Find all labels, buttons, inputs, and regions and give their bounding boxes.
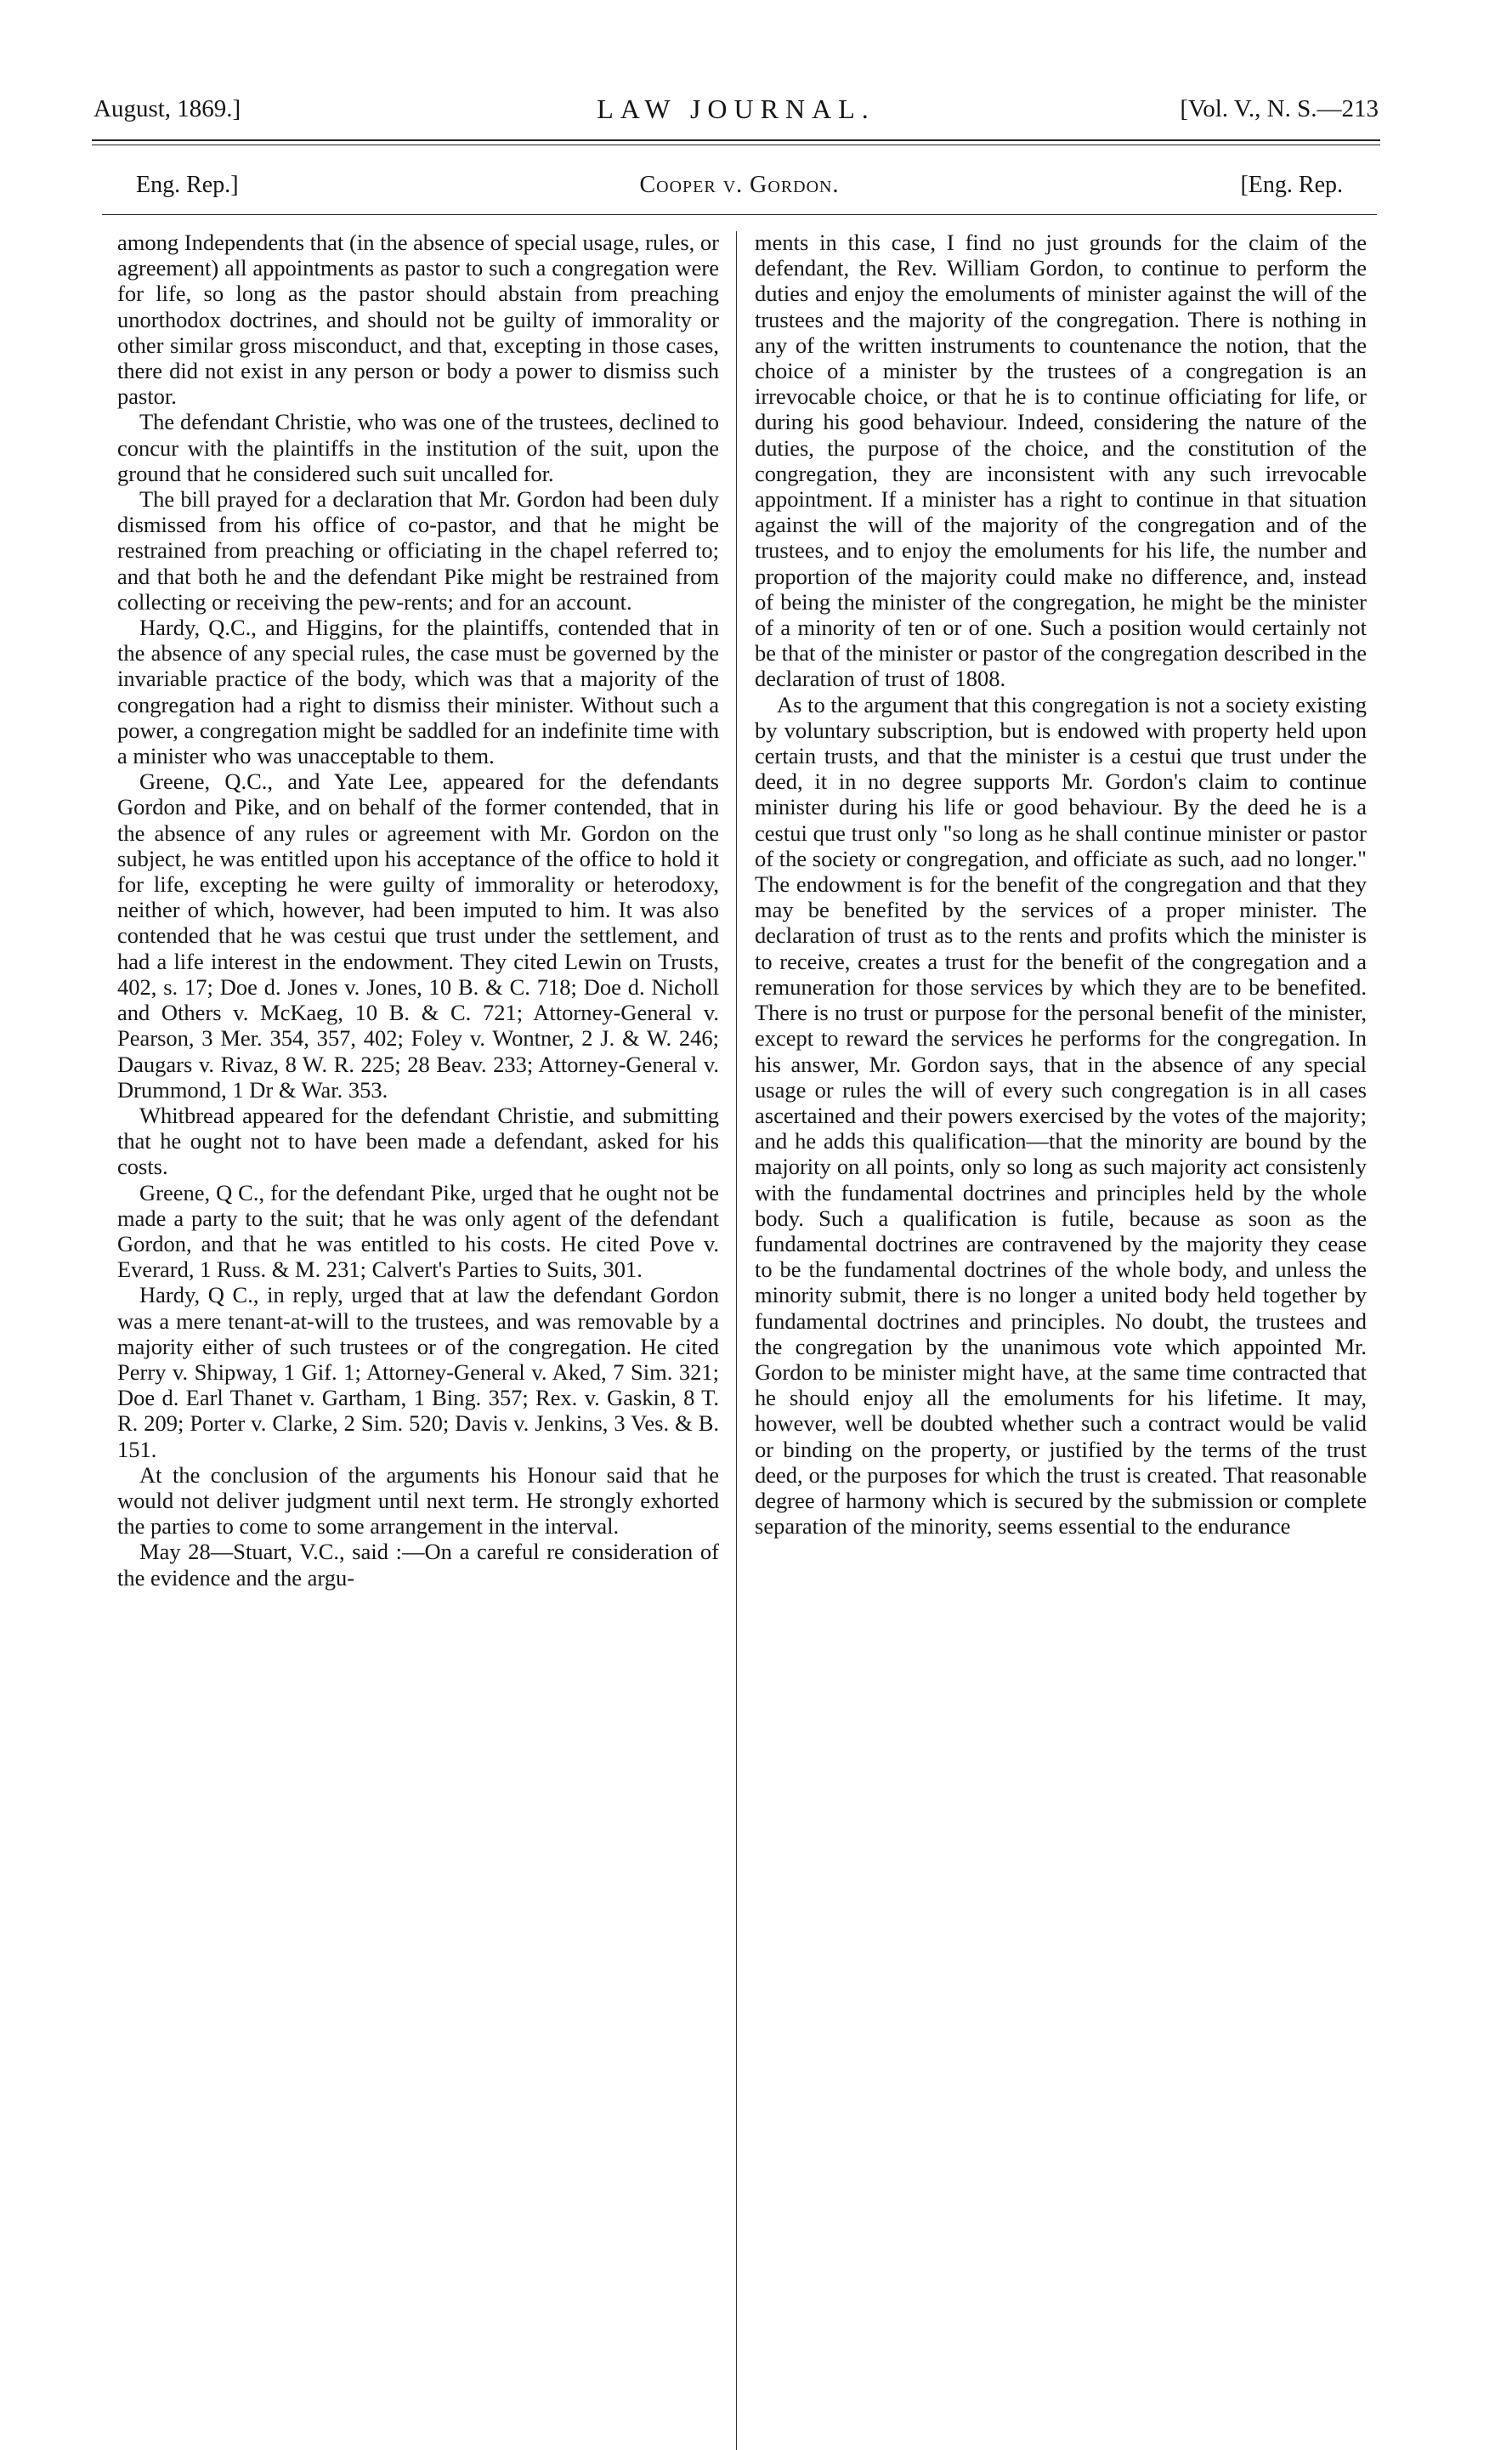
paragraph: May 28—Stuart, V.C., said :—On a careful re consideration of the evidence and the argu- <box>117 1539 719 1591</box>
left-column <box>117 230 719 1591</box>
paragraph: As to the argument that this congregation is not a society existing by voluntary subscription, but is endowed with property held upon certain trusts, and that the minister is a cestui que trust under the deed, it in no degree supports Mr. Gordon's claim to continue minister during his life or good behaviour. By the deed he is a cestui que trust only "so long as he shall continue minister or pastor of the society or congregation, and officiate as such, aad no longer." The endowment is for the benefit of the congregation and that they may be benefited by the services of a proper minister. The declaration of trust as to the rents and profits which the minister is to receive, creates a trust for the benefit of the congregation and a remuneration for those services by which they are to be benefited. There is no trust or purpose for the personal benefit of the minister, except to reward the services he performs for the congregation. In his answer, Mr. Gordon says, that in the absence of any special usage or rules the will of every such congregation is in all cases ascertained and their powers exercised by the votes of the majority; and he adds this qualification—that the minority are bound by the majority on all points, only so long as such majority act consistenly with the fundamental doctrines and principles held by the whole body. Such a qualification is futile, because as soon as the fundamental doctrines are contravened by the majority they cease to be the fundamental doctrines of the whole body, and unless the minority submit, there is no longer a united body held together by fundamental doctrines and principles. No doubt, the trustees and the congregation by the unanimous vote which appointed Mr. Gordon to be minister might have, at the same time contracted that he should enjoy all the emoluments for his lifetime. It may, however, well be doubted whether such a contract would be valid or binding on the property, or justified by the terms of the trust deed, or the purposes for which the trust is created. That reasonable degree of harmony which is secured by the submission or complete separation of the minority, seems essential to the endurance <box>755 691 1367 1540</box>
report-tag-right: [Eng. Rep. <box>1240 172 1343 198</box>
case-heading <box>136 172 1343 206</box>
paragraph: The bill prayed for a declaration that Mr. Gordon had been duly dismissed from his office of co-pastor, and that he might be restrained from preaching or officiating in the chapel referred to; and that both he and the defendant Pike might be restrained from collecting or receiving the pew-rents; and for an account. <box>117 486 719 615</box>
paragraph: Whitbread appeared for the defendant Christie, and submitting that he ought not to have been made a defendant, asked for his costs. <box>117 1102 719 1180</box>
journal-title: LAW JOURNAL. <box>597 94 875 124</box>
paragraph: among Independents that (in the absence of special usage, rules, or agreement) all appointments as pastor to such a congregation were for life, so long as the pastor should abstain from preaching unorthodox doctrines, and should not be guilty of immorality or other similar gross misconduct, and that, excepting in those cases, there did not exist in any person or body a power to dismiss such pastor. <box>117 230 719 410</box>
case-heading-rule <box>102 214 1377 215</box>
paragraph: Greene, Q.C., and Yate Lee, appeared for the defendants Gordon and Pike, and on behalf of the former contended, that in the absence of any rules or agreement with Mr. Gordon on the subject, he was entitled upon his acceptance of the office to hold it for life, excepting he were guilty of immorality or heterodoxy, neither of which, however, had been imputed to him. It was also contended that he was cestui que trust under the settlement, and had a life interest in the endowment. They cited Lewin on Trusts, 402, s. 17; Doe d. Jones v. Jones, 10 B. & C. 718; Doe d. Nicholl and Others v. McKaeg, 10 B. & C. 721; Attorney-General v. Pearson, 3 Mer. 354, 357, 402; Foley v. Wontner, 2 J. & W. 246; Daugars v. Rivaz, 8 W. R. 225; 28 Beav. 233; Attorney-General v. Drummond, 1 Dr & War. 353. <box>117 768 719 1103</box>
right-column <box>755 230 1367 1539</box>
paragraph: Hardy, Q.C., and Higgins, for the plaintiffs, contended that in the absence of any special rules, the case must be governed by the invariable practice of the body, which was that a majority of the congregation had a right to dismiss their minister. Without such a power, a congregation might be saddled for an indefinite time with a minister who was unacceptable to them. <box>117 615 719 769</box>
issue-date: August, 1869.] <box>93 95 241 122</box>
column-divider <box>736 231 737 2450</box>
case-title: Cooper v. Gordon. <box>639 172 840 198</box>
paragraph: Hardy, Q C., in reply, urged that at law the defendant Gordon was a mere tenant-at-will to the trustees, and was removable by a majority either of such trustees or of the congregation. He cited Perry v. Shipway, 1 Gif. 1; Attorney-General v. Aked, 7 Sim. 321; Doe d. Earl Thanet v. Gartham, 1 Bing. 357; Rex. v. Gaskin, 8 T. R. 209; Porter v. Clarke, 2 Sim. 520; Davis v. Jenkins, 3 Ves. & B. 151. <box>117 1282 719 1462</box>
report-tag-left: Eng. Rep.] <box>136 172 239 198</box>
running-head <box>93 95 1379 129</box>
volume-page-number: [Vol. V., N. S.—213 <box>1180 95 1379 122</box>
header-rule-thick <box>92 139 1380 141</box>
paragraph: At the conclusion of the arguments his Honour said that he would not deliver judgment until next term. He strongly exhorted the parties to come to some arrangement in the interval. <box>117 1461 719 1540</box>
paragraph: Greene, Q C., for the defendant Pike, urged that he ought not be made a party to the suit; that he was only agent of the defendant Gordon, and that he was entitled to his costs. He cited Pove v. Everard, 1 Russ. & M. 231; Calvert's Parties to Suits, 301. <box>117 1179 719 1283</box>
paragraph: ments in this case, I find no just grounds for the claim of the defendant, the Rev. William Gordon, to continue to perform the duties and enjoy the emoluments of minister against the will of the trustees and the majority of the congregation. There is nothing in any of the written instruments to countenance the notion, that the choice of a minister by the trustees of a congregation is an irrevocable choice, or that he is to continue officiating for life, or during his good behaviour. Indeed, considering the nature of the duties, the purpose of the choice, and the constitution of the congregation, they are inconsistent with any such irrevocable appointment. If a minister has a right to continue in that situation against the will of the majority of the congregation and of the trustees, and to enjoy the emoluments for his life, the number and proportion of the majority could make no difference, and, instead of being the minister of the congregation, he might be the minister of a minority of ten or of one. Such a position would certainly not be that of the minister or pastor of the congregation described in the declaration of trust of 1808. <box>755 230 1367 692</box>
paragraph: The defendant Christie, who was one of the trustees, declined to concur with the plaintiffs in the institution of the suit, upon the ground that he considered such suit uncalled for. <box>117 409 719 486</box>
